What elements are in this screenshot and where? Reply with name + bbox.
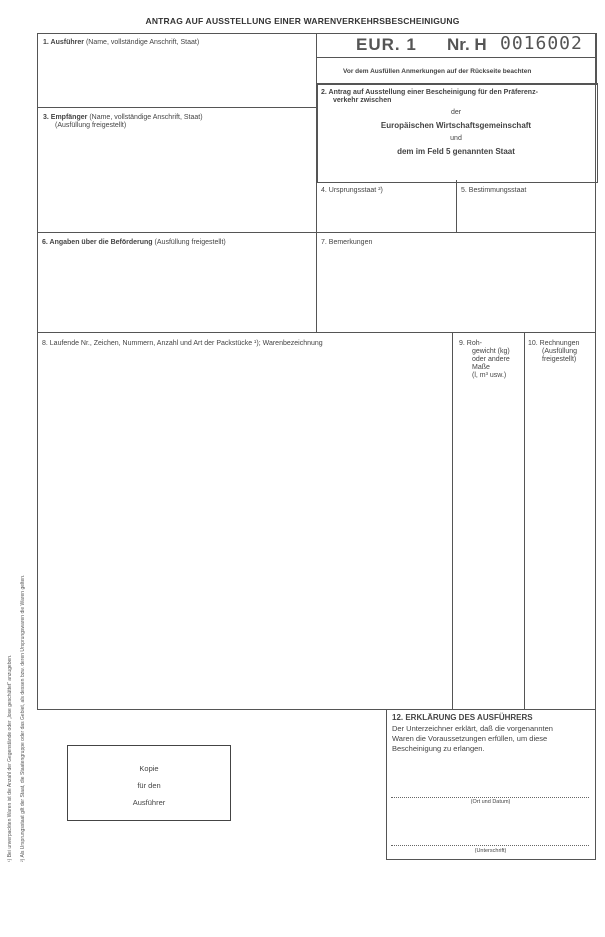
field-12-title: 12. ERKLÄRUNG DES AUSFÜHRERS [392,713,533,722]
form-title: ANTRAG AUF AUSSTELLUNG EINER WARENVERKEHRSBESCHEINIGUNG [145,16,460,26]
field-7-remarks[interactable] [317,233,595,332]
kopie-line1: Kopie [139,764,159,773]
copy-for-exporter-box [67,745,231,821]
kopie-line2: für den [137,781,161,790]
field-2-und: und [450,135,462,142]
field-12-line3: Bescheinigung zu erlangen. [392,744,485,753]
field-10-l3: freigestellt) [542,356,577,363]
field-10-l1: 10. Rechnungen [528,340,580,347]
field-3-label: 3. Empfänger [43,114,88,121]
field-5-destination-country[interactable] [457,181,595,232]
field-9-l1: 9. Roh- [459,340,482,347]
place-date-label: (Ort und Datum) [470,799,511,805]
footnote-1: ¹) Bei unverpackten Waren ist die Anzahl der Gegenstände oder „lose geschüttet“ anzugeben. [7,654,13,862]
field-9-gross-weight[interactable] [453,333,524,709]
field-12-line2: Waren die Voraussetzungen erfüllen, um diese [392,734,548,743]
field-2-party1: Europäischen Wirtschaftsgemeinschaft [380,121,532,130]
notice-text: Vor dem Ausfüllen Anmerkungen auf der Rückseite beachten [343,68,532,75]
field-9-l4: Maße [472,364,490,371]
field-6-label: 6. Angaben über die Beförderung [42,239,153,246]
field-9-l2: gewicht (kg) [472,348,510,355]
field-2-label-line2: verkehr zwischen [333,97,392,104]
field-10-invoices[interactable] [525,333,595,709]
field-5-label: 5. Bestimmungsstaat [461,187,527,194]
field-4-label: 4. Ursprungsstaat ²) [321,187,383,194]
field-2-party2: dem im Feld 5 genannten Staat [397,147,515,156]
field-2-label-line1: 2. Antrag auf Ausstellung einer Bescheinigung für den Präferenz- [321,89,538,96]
eur-label: EUR. 1 [356,35,417,54]
kopie-line3: Ausführer [132,798,166,807]
eur-header-divider [316,57,596,58]
field-12-line1: Der Unterzeichner erklärt, daß die vorgenannten [392,724,553,733]
field-8-goods-description[interactable] [38,333,452,709]
field-9-l5: (l, m³ usw.) [472,372,507,379]
field-1-hint: (Name, vollständige Anschrift, Staat) [85,39,200,46]
serial-number: 0016002 [500,33,583,54]
field-6-hint: (Ausfüllung freigestellt) [154,239,226,246]
signature-label: (Unterschrift) [474,848,507,854]
field-9-l3: oder andere [472,356,510,363]
field-8-label: 8. Laufende Nr., Zeichen, Nummern, Anzahl und Art der Packstücke ¹); Warenbezeichnung [42,340,323,347]
field-10-l2: (Ausfüllung [542,348,578,355]
footnote-2: ²) Als Ursprungsstaat gilt der Staat, die Staatengruppe oder das Gebiet, als dessen bzw. deren Ursprungswaren die Waren gelten. [20,574,26,862]
field-3-hint: (Name, vollständige Anschrift, Staat) [89,114,203,121]
field-2-der: der [450,109,462,116]
field-4-origin-country[interactable] [317,181,456,232]
nr-label: Nr. H [447,35,487,54]
field-7-label: 7. Bemerkungen [321,239,373,246]
field-6-transport[interactable] [38,233,316,332]
field-3-consignee[interactable] [38,108,316,232]
field-3-hint2: (Ausfüllung freigestellt) [55,122,127,129]
field-1-exporter[interactable] [38,34,316,107]
signature-line[interactable] [391,845,589,846]
field-1-label: 1. Ausführer [43,39,84,46]
